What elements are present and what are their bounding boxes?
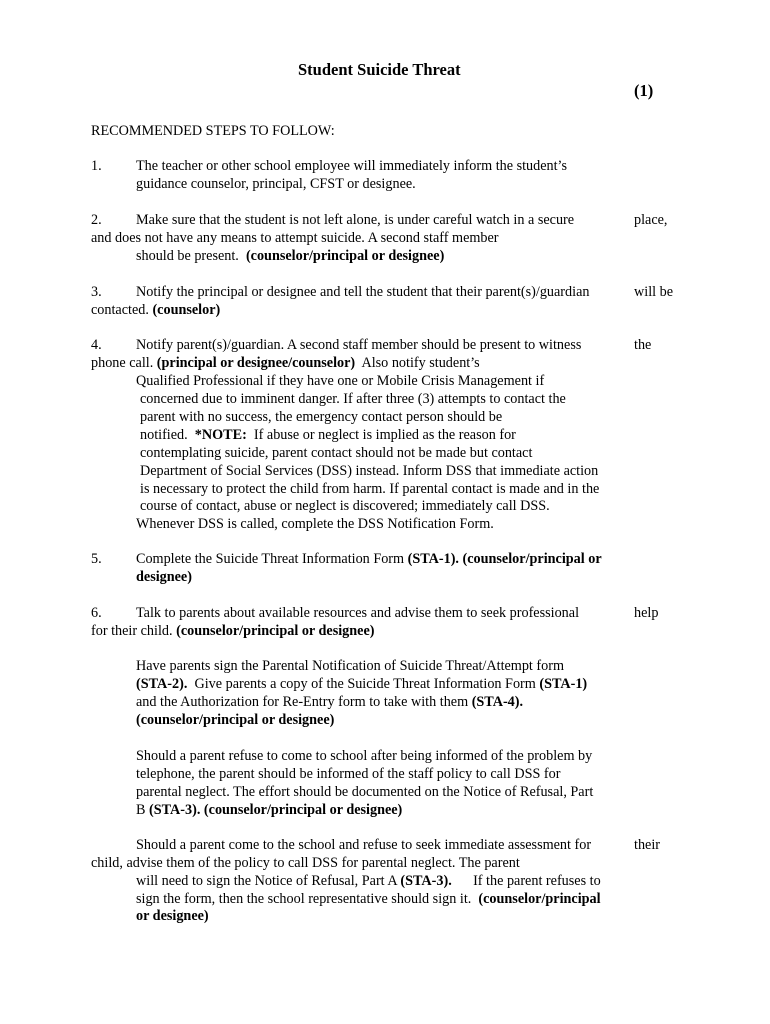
step-5-line	[136, 550, 602, 568]
step-4-line: contemplating suicide, parent contact should not be made but contact	[140, 445, 533, 461]
step-4-line: Whenever DSS is called, complete the DSS Notification Form.	[136, 516, 494, 532]
step-4-line	[91, 354, 480, 372]
step-5-number: 5.	[91, 551, 102, 567]
form-ref: (STA-3).	[400, 873, 452, 889]
step-3-line-tail: will be	[634, 284, 674, 300]
step-2-role: (counselor/principal or designee)	[245, 248, 445, 264]
step-5-line: designee)	[136, 569, 192, 585]
step-5-role: (STA-1). (counselor/principal or	[407, 551, 602, 567]
section-heading: RECOMMENDED STEPS TO FOLLOW:	[91, 123, 335, 139]
step-3-line: Notify the principal or designee and tell the student that their parent(s)/guardian	[136, 284, 590, 300]
paragraph-c-line-tail: their	[634, 837, 660, 853]
paragraph-c-line: or designee)	[136, 908, 209, 924]
form-ref: (STA-3). (counselor/principal or designee)	[149, 802, 403, 818]
paragraph-b-line	[136, 801, 402, 819]
paragraph-b-line: Should a parent refuse to come to school after being informed of the problem by	[136, 748, 593, 764]
step-2-line	[136, 247, 444, 265]
paragraph-c-text: will need to sign the Notice of Refusal, Part A	[136, 873, 397, 889]
step-4-role: (principal or designee/counselor)	[156, 355, 356, 371]
step-2-number: 2.	[91, 212, 102, 228]
step-4-line-tail: the	[634, 337, 652, 353]
step-4-line: Notify parent(s)/guardian. A second staff member should be present to witness	[136, 337, 582, 353]
step-4-line: course of contact, abuse or neglect is discovered; immediately call DSS.	[140, 498, 550, 514]
step-6-line	[91, 622, 374, 640]
page-title: Student Suicide Threat	[298, 60, 461, 79]
paragraph-a-line	[136, 675, 587, 693]
step-4-text: If abuse or neglect is implied as the reason for	[253, 427, 516, 443]
paragraph-c-line: Should a parent come to the school and refuse to seek immediate assessment for	[136, 837, 592, 853]
step-4-line: concerned due to imminent danger. If after three (3) attempts to contact the	[140, 391, 566, 407]
step-3-number: 3.	[91, 284, 102, 300]
paragraph-c-line: child, advise them of the policy to call DSS for parental neglect. The parent	[91, 855, 520, 871]
step-4-line: parent with no success, the emergency contact person should be	[140, 409, 503, 425]
step-4-number: 4.	[91, 337, 102, 353]
step-4-line: is necessary to protect the child from harm. If parental contact is made and in the	[140, 481, 600, 497]
step-6-line-tail: help	[634, 605, 659, 621]
step-1-line: guidance counselor, principal, CFST or designee.	[136, 176, 416, 192]
step-2-line-tail: place,	[634, 212, 668, 228]
form-ref: (STA-2).	[136, 676, 188, 692]
step-4-note-label: *NOTE:	[194, 427, 247, 443]
paragraph-a-text: and the Authorization for Re-Entry form to take with them	[136, 694, 469, 710]
step-6-role: (counselor/principal or designee)	[176, 623, 375, 639]
paragraph-c-role: (counselor/principal	[478, 891, 601, 907]
step-4-line	[140, 426, 516, 444]
paragraph-a-line	[136, 693, 523, 711]
step-4-line: Department of Social Services (DSS) instead. Inform DSS that immediate action	[140, 463, 599, 479]
paragraph-b-text: B	[136, 802, 146, 818]
paragraph-a-text: Give parents a copy of the Suicide Threat Information Form	[194, 676, 536, 692]
step-5-text: Complete the Suicide Threat Information Form	[136, 551, 405, 567]
step-4-line: Qualified Professional if they have one or Mobile Crisis Management if	[136, 373, 545, 389]
page-number: (1)	[634, 81, 654, 100]
paragraph-c-text: If the parent refuses to	[473, 873, 601, 889]
step-1-number: 1.	[91, 158, 102, 174]
step-4-text: Also notify student’s	[361, 355, 480, 371]
step-2-line: Make sure that the student is not left alone, is under careful watch in a secure	[136, 212, 575, 228]
step-3-line	[91, 301, 220, 319]
step-4-text: phone call.	[91, 355, 154, 371]
paragraph-c-text: sign the form, then the school representative should sign it.	[136, 891, 472, 907]
paragraph-c-line	[136, 872, 601, 890]
form-ref: (STA-4).	[471, 694, 524, 710]
paragraph-a-line: (counselor/principal or designee)	[136, 712, 335, 728]
form-ref: (STA-1)	[539, 676, 588, 692]
step-4-text: notified.	[140, 427, 188, 443]
paragraph-b-line: telephone, the parent should be informed of the staff policy to call DSS for	[136, 766, 561, 782]
step-6-line: Talk to parents about available resources and advise them to seek professional	[136, 605, 580, 621]
step-3-role: (counselor)	[152, 302, 221, 318]
paragraph-c-line	[136, 890, 601, 908]
step-1-line: The teacher or other school employee will immediately inform the student’s	[136, 158, 568, 174]
step-3-text: contacted.	[91, 302, 149, 318]
paragraph-a-line: Have parents sign the Parental Notification of Suicide Threat/Attempt form	[136, 658, 565, 674]
step-6-text: for their child.	[91, 623, 173, 639]
step-6-number: 6.	[91, 605, 102, 621]
paragraph-b-line: parental neglect. The effort should be documented on the Notice of Refusal, Part	[136, 784, 594, 800]
step-2-text: should be present.	[136, 248, 239, 264]
step-2-line: and does not have any means to attempt suicide. A second staff member	[91, 230, 499, 246]
